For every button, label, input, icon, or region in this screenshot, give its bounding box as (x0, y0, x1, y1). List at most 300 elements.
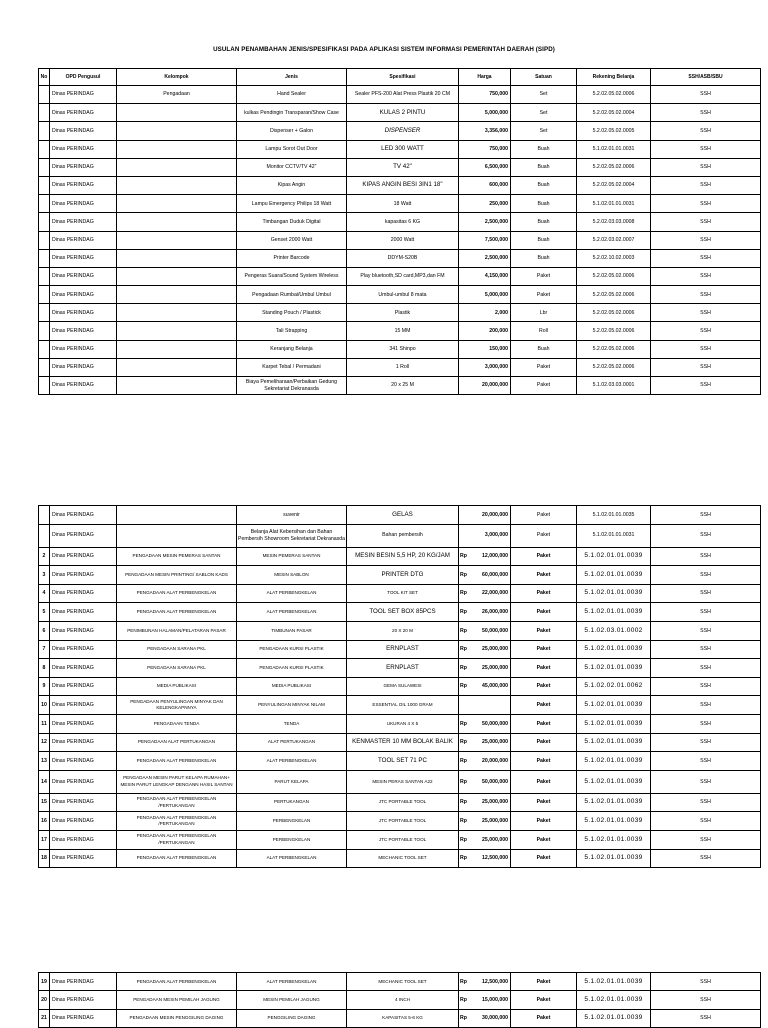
cell-jenis: Timbangan Duduk Digital (237, 213, 347, 231)
cell-rekening: 5.1.02.03.01.0002 (577, 621, 651, 640)
cell-spesifikasi: ESSENTIAL OIL 1000 GRAM (347, 696, 459, 715)
cell-spesifikasi: JTC PORTABLE TOOL (347, 793, 459, 812)
cell-opd: Dinas PERINDAG (50, 1009, 117, 1027)
cell-ssh: SSH (651, 524, 761, 547)
cell-spesifikasi: Play bluetooth,SD card,MP3,dan FM (347, 267, 459, 285)
cell-spesifikasi: 20 x 25 M (347, 377, 459, 395)
table-row (39, 991, 761, 1009)
cell-ssh: SSH (651, 195, 761, 213)
cell-spesifikasi: GELAS (347, 506, 459, 525)
cell-no: 6 (39, 621, 50, 640)
cell-no (39, 304, 50, 322)
cell-spesifikasi: kapasitas 6 KG (347, 213, 459, 231)
cell-satuan: Paket (511, 973, 577, 991)
cell-spesifikasi: JTC PORTABLE TOOL (347, 830, 459, 849)
cell-kelompok (117, 122, 237, 140)
cell-spesifikasi: DISPENSER (347, 122, 459, 140)
ssh-table-3 (38, 972, 761, 1028)
cell-satuan: Paket (511, 830, 577, 849)
cell-kelompok: PENGADAAN TENDA (117, 714, 237, 733)
cell-opd: Dinas PERINDAG (50, 304, 117, 322)
cell-rekening: 5.1.02.01.01.0039 (577, 793, 651, 812)
cell-rekening: 5.1.02.01.01.0031 (577, 524, 651, 547)
cell-ssh: SSH (651, 377, 761, 395)
cell-ssh: SSH (651, 104, 761, 122)
cell-satuan: Lbr (511, 304, 577, 322)
header-satuan: Satuan (511, 69, 577, 86)
table-row (39, 231, 761, 249)
cell-rp: Rp (459, 770, 470, 793)
cell-satuan: Buah (511, 340, 577, 358)
cell-rekening: 5.1.02.01.01.0039 (577, 991, 651, 1009)
table-row (39, 677, 761, 696)
cell-opd: Dinas PERINDAG (50, 158, 117, 176)
cell-satuan: Buah (511, 158, 577, 176)
cell-opd: Dinas PERINDAG (50, 176, 117, 194)
table-row (39, 195, 761, 213)
cell-rp: Rp (459, 733, 470, 752)
cell-rp: Rp (459, 752, 470, 771)
table-row (39, 603, 761, 622)
cell-spesifikasi: TOOL SET 71 PC (347, 752, 459, 771)
cell-rp: Rp (459, 812, 470, 831)
cell-harga: 20,000,000 (470, 752, 511, 771)
cell-rekening: 5.1.02.01.01.0039 (577, 812, 651, 831)
cell-kelompok: PENGADAAN MESIN PEMERAS SANTAN (117, 547, 237, 566)
cell-rekening: 5.1.02.01.01.0031 (577, 195, 651, 213)
cell-harga: 25,000,000 (470, 733, 511, 752)
cell-spesifikasi: 2000 Watt (347, 231, 459, 249)
cell-ssh: SSH (651, 249, 761, 267)
table-row (39, 714, 761, 733)
cell-rekening: 5.1.02.01.01.0039 (577, 830, 651, 849)
cell-kelompok (117, 176, 237, 194)
cell-harga: 25,000,000 (470, 812, 511, 831)
cell-rekening: 5.1.02.01.01.0039 (577, 640, 651, 659)
cell-spesifikasi: Plastik (347, 304, 459, 322)
cell-satuan: Paket (511, 584, 577, 603)
cell-harga: 600,000 (459, 176, 511, 194)
cell-kelompok (117, 322, 237, 340)
cell-rekening: 5.1.02.01.01.0035 (577, 506, 651, 525)
cell-no (39, 249, 50, 267)
cell-jenis: Kipas Angin (237, 176, 347, 194)
cell-opd: Dinas PERINDAG (50, 524, 117, 547)
cell-no (39, 267, 50, 285)
cell-satuan: Paket (511, 714, 577, 733)
cell-rekening: 5.2.02.05.02.0006 (577, 340, 651, 358)
cell-rekening: 5.2.02.05.02.0006 (577, 158, 651, 176)
cell-ssh: SSH (651, 566, 761, 585)
cell-harga: 150,000 (459, 340, 511, 358)
cell-rekening: 5.1.02.01.01.0039 (577, 547, 651, 566)
cell-satuan: Paket (511, 812, 577, 831)
cell-harga: 45,000,000 (470, 677, 511, 696)
cell-satuan: Set (511, 86, 577, 104)
table-row (39, 249, 761, 267)
cell-rekening: 5.2.02.05.02.0004 (577, 104, 651, 122)
cell-jenis: MESIN PEMERAS SANTAN (237, 547, 347, 566)
cell-rekening: 5.2.02.05.02.0006 (577, 286, 651, 304)
cell-satuan: Paket (511, 286, 577, 304)
cell-harga: 750,000 (459, 86, 511, 104)
cell-satuan: Paket (511, 733, 577, 752)
cell-no (39, 340, 50, 358)
cell-opd: Dinas PERINDAG (50, 584, 117, 603)
cell-jenis: Monitor CCTV/TV 42" (237, 158, 347, 176)
cell-rekening: 5.1.02.01.01.0039 (577, 714, 651, 733)
cell-no (39, 158, 50, 176)
cell-satuan: Paket (511, 752, 577, 771)
cell-rekening: 5.1.02.01.01.0031 (577, 140, 651, 158)
cell-rekening: 5.2.02.10.02.0003 (577, 249, 651, 267)
cell-kelompok (117, 304, 237, 322)
cell-no: 8 (39, 659, 50, 678)
cell-opd: Dinas PERINDAG (50, 322, 117, 340)
table-row (39, 104, 761, 122)
cell-kelompok (117, 267, 237, 285)
cell-rp: Rp (459, 640, 470, 659)
header-rekening: Rekening Belanja (577, 69, 651, 86)
cell-harga: 12,500,000 (470, 973, 511, 991)
cell-jenis: Belanja Alat Kebersihan dan Bahan Pembersih Showroom Sekretariat Dekranasda (237, 524, 347, 547)
cell-harga: 50,000,000 (470, 770, 511, 793)
cell-no (39, 524, 50, 547)
table-row (39, 830, 761, 849)
header-jenis: Jenis (237, 69, 347, 86)
table-row (39, 793, 761, 812)
cell-ssh: SSH (651, 140, 761, 158)
cell-harga: 250,000 (459, 195, 511, 213)
cell-harga: 12,000,000 (470, 547, 511, 566)
cell-kelompok (117, 377, 237, 395)
cell-rekening: 5.1.02.01.01.0039 (577, 696, 651, 715)
cell-opd: Dinas PERINDAG (50, 547, 117, 566)
cell-spesifikasi: MESIN PERAS SANTAN A22 (347, 770, 459, 793)
cell-no: 10 (39, 696, 50, 715)
table-row (39, 640, 761, 659)
cell-satuan: Paket (511, 770, 577, 793)
cell-kelompok (117, 524, 237, 547)
cell-harga: 2,000 (459, 304, 511, 322)
cell-jenis: ALAT PERBENGKELAN (237, 849, 347, 868)
cell-jenis: Genset 2000 Watt (237, 231, 347, 249)
ssh-table-1 (38, 68, 761, 395)
cell-no: 2 (39, 547, 50, 566)
cell-jenis: ALAT PERBENGKELAN (237, 752, 347, 771)
cell-harga: 50,000,000 (470, 621, 511, 640)
cell-jenis: Lampu Sorot Out Door (237, 140, 347, 158)
cell-kelompok (117, 231, 237, 249)
cell-ssh: SSH (651, 231, 761, 249)
cell-harga: 20,000,000 (459, 377, 511, 395)
cell-kelompok: PENGADAAN MESIN PARUT KELAPA RUMAHAN+ MESIN PARUT LENGKAP DENGANN HASIL SANTAN (117, 770, 237, 793)
cell-spesifikasi: Sealer PFS-200 Alat Press Plastik 20 CM (347, 86, 459, 104)
cell-spesifikasi: TOOL SET BOX 85PCS (347, 603, 459, 622)
cell-spesifikasi: UKURAN 4 X 5 (347, 714, 459, 733)
cell-spesifikasi: 341 Shinpo (347, 340, 459, 358)
cell-spesifikasi: ERNPLAST (347, 640, 459, 659)
cell-satuan: Paket (511, 566, 577, 585)
cell-spesifikasi: KULAS 2 PINTU (347, 104, 459, 122)
cell-harga: 200,000 (459, 322, 511, 340)
cell-ssh: SSH (651, 158, 761, 176)
cell-harga: 22,000,000 (470, 584, 511, 603)
cell-opd: Dinas PERINDAG (50, 812, 117, 831)
cell-harga: 60,000,000 (470, 566, 511, 585)
cell-ssh: SSH (651, 752, 761, 771)
cell-kelompok: PENGADAAN SARANA PKL (117, 659, 237, 678)
ssh-table-2 (38, 505, 761, 868)
cell-no (39, 286, 50, 304)
cell-opd: Dinas PERINDAG (50, 621, 117, 640)
cell-satuan: Paket (511, 793, 577, 812)
table-row (39, 566, 761, 585)
cell-no: 11 (39, 714, 50, 733)
table-row (39, 584, 761, 603)
cell-satuan: Paket (511, 659, 577, 678)
cell-satuan: Paket (511, 377, 577, 395)
cell-rekening: 5.2.02.05.02.0006 (577, 322, 651, 340)
header-no: No (39, 69, 50, 86)
cell-jenis: PENYULINGAN MINYAK NILAM (237, 696, 347, 715)
table-row (39, 524, 761, 547)
cell-jenis: suvenir (237, 506, 347, 525)
cell-ssh: SSH (651, 621, 761, 640)
cell-spesifikasi: TOOL KIT SET (347, 584, 459, 603)
cell-rekening: 5.2.02.03.03.0008 (577, 213, 651, 231)
cell-satuan: Paket (511, 849, 577, 868)
table-row (39, 849, 761, 868)
cell-ssh: SSH (651, 340, 761, 358)
cell-satuan: Paket (511, 640, 577, 659)
cell-rekening: 5.1.02.01.01.0039 (577, 770, 651, 793)
cell-spesifikasi: MESIN BESIN 5,5 HP, 20 KG/JAM (347, 547, 459, 566)
cell-kelompok: MEDIA PUBLIKASI (117, 677, 237, 696)
cell-ssh: SSH (651, 677, 761, 696)
cell-satuan: Paket (511, 267, 577, 285)
cell-harga: 30,000,000 (470, 1009, 511, 1027)
cell-harga: 2,500,000 (459, 249, 511, 267)
cell-ssh: SSH (651, 973, 761, 991)
cell-jenis: Tali Strapping (237, 322, 347, 340)
cell-rekening: 5.1.02.03.03.0001 (577, 377, 651, 395)
cell-ssh: SSH (651, 358, 761, 376)
cell-harga: 3,356,000 (459, 122, 511, 140)
table-row (39, 1009, 761, 1027)
table-row (39, 547, 761, 566)
cell-rp: Rp (459, 566, 470, 585)
cell-kelompok (117, 195, 237, 213)
cell-opd: Dinas PERINDAG (50, 566, 117, 585)
cell-kelompok: PENGADAAN ALAT PERBENGKELAN (117, 584, 237, 603)
cell-harga: 5,000,000 (459, 286, 511, 304)
cell-spesifikasi: ERNPLAST (347, 659, 459, 678)
cell-satuan: Paket (511, 696, 577, 715)
table-row (39, 286, 761, 304)
cell-jenis: MESIN SABLON (237, 566, 347, 585)
cell-no: 15 (39, 793, 50, 812)
cell-spesifikasi: MECHANIC TOOL SET (347, 973, 459, 991)
table-row (39, 86, 761, 104)
cell-no: 9 (39, 677, 50, 696)
cell-harga: 7,500,000 (459, 231, 511, 249)
cell-spesifikasi: LED 300 WATT (347, 140, 459, 158)
cell-rekening: 5.2.02.05.02.0006 (577, 86, 651, 104)
cell-ssh: SSH (651, 506, 761, 525)
cell-harga: 25,000,000 (470, 640, 511, 659)
cell-kelompok (117, 358, 237, 376)
cell-kelompok (117, 506, 237, 525)
cell-rekening: 5.1.02.01.01.0039 (577, 659, 651, 678)
cell-harga: 15,000,000 (470, 991, 511, 1009)
cell-no (39, 322, 50, 340)
cell-no: 3 (39, 566, 50, 585)
cell-no (39, 176, 50, 194)
cell-no: 20 (39, 991, 50, 1009)
cell-harga: 25,000,000 (470, 830, 511, 849)
cell-kelompok: PENGADAAN ALAT PERBENGKELAN (117, 752, 237, 771)
cell-harga: 25,000,000 (470, 793, 511, 812)
cell-jenis: PENGGILING DAGING (237, 1009, 347, 1027)
cell-jenis: Pengadaan Rumbai/Umbul Umbul (237, 286, 347, 304)
cell-no: 17 (39, 830, 50, 849)
cell-rekening: 5.1.02.01.01.0039 (577, 1009, 651, 1027)
cell-no (39, 377, 50, 395)
cell-rekening: 5.1.02.01.01.0039 (577, 849, 651, 868)
cell-rekening: 5.2.02.05.02.0004 (577, 176, 651, 194)
cell-satuan: Paket (511, 603, 577, 622)
cell-kelompok: Pengadaan (117, 86, 237, 104)
cell-opd: Dinas PERINDAG (50, 849, 117, 868)
cell-satuan: Paket (511, 677, 577, 696)
cell-opd: Dinas PERINDAG (50, 991, 117, 1009)
table-row (39, 506, 761, 525)
cell-kelompok (117, 286, 237, 304)
cell-opd: Dinas PERINDAG (50, 140, 117, 158)
cell-satuan: Buah (511, 195, 577, 213)
cell-rekening: 5.2.02.05.02.0005 (577, 122, 651, 140)
cell-no: 4 (39, 584, 50, 603)
cell-jenis: ALAT PERBENGKELAN (237, 584, 347, 603)
cell-jenis: PERTUKANGAN (237, 793, 347, 812)
cell-satuan: Set (511, 104, 577, 122)
cell-jenis: Karpet Tebal / Permadani (237, 358, 347, 376)
cell-kelompok: PENGADAAN PENYULINGAN MINYAK DAN KELENGKAPNNYA (117, 696, 237, 715)
header-ssh: SSH/ASB/SBU (651, 69, 761, 86)
cell-opd: Dinas PERINDAG (50, 640, 117, 659)
cell-rekening: 5.2.02.05.02.0006 (577, 304, 651, 322)
cell-kelompok: PENGADAAN ALAT PERTUKANGAN (117, 733, 237, 752)
cell-jenis: Standing Pouch / Plastick (237, 304, 347, 322)
cell-kelompok: PENGADAAN MESIN PENGGILING DAGING (117, 1009, 237, 1027)
cell-harga: 5,000,000 (459, 104, 511, 122)
cell-rp: Rp (459, 714, 470, 733)
cell-satuan: Buah (511, 231, 577, 249)
document-title: USULAN PENAMBAHAN JENIS/SPESIFIKASI PADA APLIKASI SISTEM INFORMASI PEMERINTAH DAERAH (SIPD) (213, 46, 555, 53)
table-row (39, 770, 761, 793)
cell-kelompok (117, 104, 237, 122)
table-row (39, 358, 761, 376)
cell-opd: Dinas PERINDAG (50, 213, 117, 231)
cell-kelompok: PENGADAAN ALAT PERBENGKELAN (117, 849, 237, 868)
cell-jenis: Hand Sealer (237, 86, 347, 104)
cell-no (39, 140, 50, 158)
table-row (39, 322, 761, 340)
cell-opd: Dinas PERINDAG (50, 286, 117, 304)
table-row (39, 140, 761, 158)
cell-opd: Dinas PERINDAG (50, 104, 117, 122)
cell-harga: 3,000,000 (459, 358, 511, 376)
cell-spesifikasi: 15 MM (347, 322, 459, 340)
cell-kelompok: PENGADAAN ALAT PERBENGKELAN /PERTUKANGAN (117, 793, 237, 812)
cell-no (39, 86, 50, 104)
cell-opd: Dinas PERINDAG (50, 603, 117, 622)
table-row (39, 267, 761, 285)
cell-spesifikasi: TV 42" (347, 158, 459, 176)
cell-spesifikasi: MECHANIC TOOL SET (347, 849, 459, 868)
cell-jenis: Biaya Pemeliharaan/Perbaikan Gedung Sekretariat Dekranasda (237, 377, 347, 395)
cell-spesifikasi: KAPASITAS 5-6 KG (347, 1009, 459, 1027)
cell-spesifikasi: 4 INCH (347, 991, 459, 1009)
cell-no: 19 (39, 973, 50, 991)
cell-kelompok: PENGADAAN SARANA PKL (117, 640, 237, 659)
cell-spesifikasi: KENMASTER 10 MM BOLAK BALIK (347, 733, 459, 752)
cell-kelompok: PENGADAAN ALAT PERBENGKELAN (117, 603, 237, 622)
cell-jenis: PENGADAAN KURSI PLASTIK (237, 659, 347, 678)
table-row (39, 752, 761, 771)
cell-rp: Rp (459, 621, 470, 640)
cell-no (39, 104, 50, 122)
cell-opd: Dinas PERINDAG (50, 249, 117, 267)
cell-opd: Dinas PERINDAG (50, 714, 117, 733)
cell-spesifikasi: KIPAS ANGIN BESI 3IN1 18" (347, 176, 459, 194)
cell-jenis: MEDIA PUBLIKASI (237, 677, 347, 696)
cell-ssh: SSH (651, 176, 761, 194)
table-row (39, 158, 761, 176)
cell-rp: Rp (459, 793, 470, 812)
cell-harga: 2,500,000 (459, 213, 511, 231)
cell-ssh: SSH (651, 830, 761, 849)
cell-satuan: Paket (511, 358, 577, 376)
cell-rp: Rp (459, 603, 470, 622)
cell-opd: Dinas PERINDAG (50, 86, 117, 104)
cell-opd: Dinas PERINDAG (50, 122, 117, 140)
table-header-row (39, 69, 761, 86)
cell-ssh: SSH (651, 849, 761, 868)
cell-rp: Rp (459, 677, 470, 696)
table-row (39, 621, 761, 640)
cell-opd: Dinas PERINDAG (50, 267, 117, 285)
table-row (39, 733, 761, 752)
cell-satuan: Paket (511, 991, 577, 1009)
cell-harga: 12,500,000 (470, 849, 511, 868)
cell-no (39, 506, 50, 525)
cell-harga: 6,500,000 (459, 158, 511, 176)
cell-rp: Rp (459, 830, 470, 849)
cell-satuan: Buah (511, 176, 577, 194)
cell-satuan: Paket (511, 524, 577, 547)
cell-opd: Dinas PERINDAG (50, 231, 117, 249)
cell-rp: Rp (459, 659, 470, 678)
cell-ssh: SSH (651, 286, 761, 304)
cell-ssh: SSH (651, 640, 761, 659)
cell-jenis: ALAT PERBENGKELAN (237, 603, 347, 622)
cell-spesifikasi: PRINTER DTG (347, 566, 459, 585)
cell-satuan: Buah (511, 249, 577, 267)
cell-spesifikasi: DDYM-S20B (347, 249, 459, 267)
cell-no: 14 (39, 770, 50, 793)
